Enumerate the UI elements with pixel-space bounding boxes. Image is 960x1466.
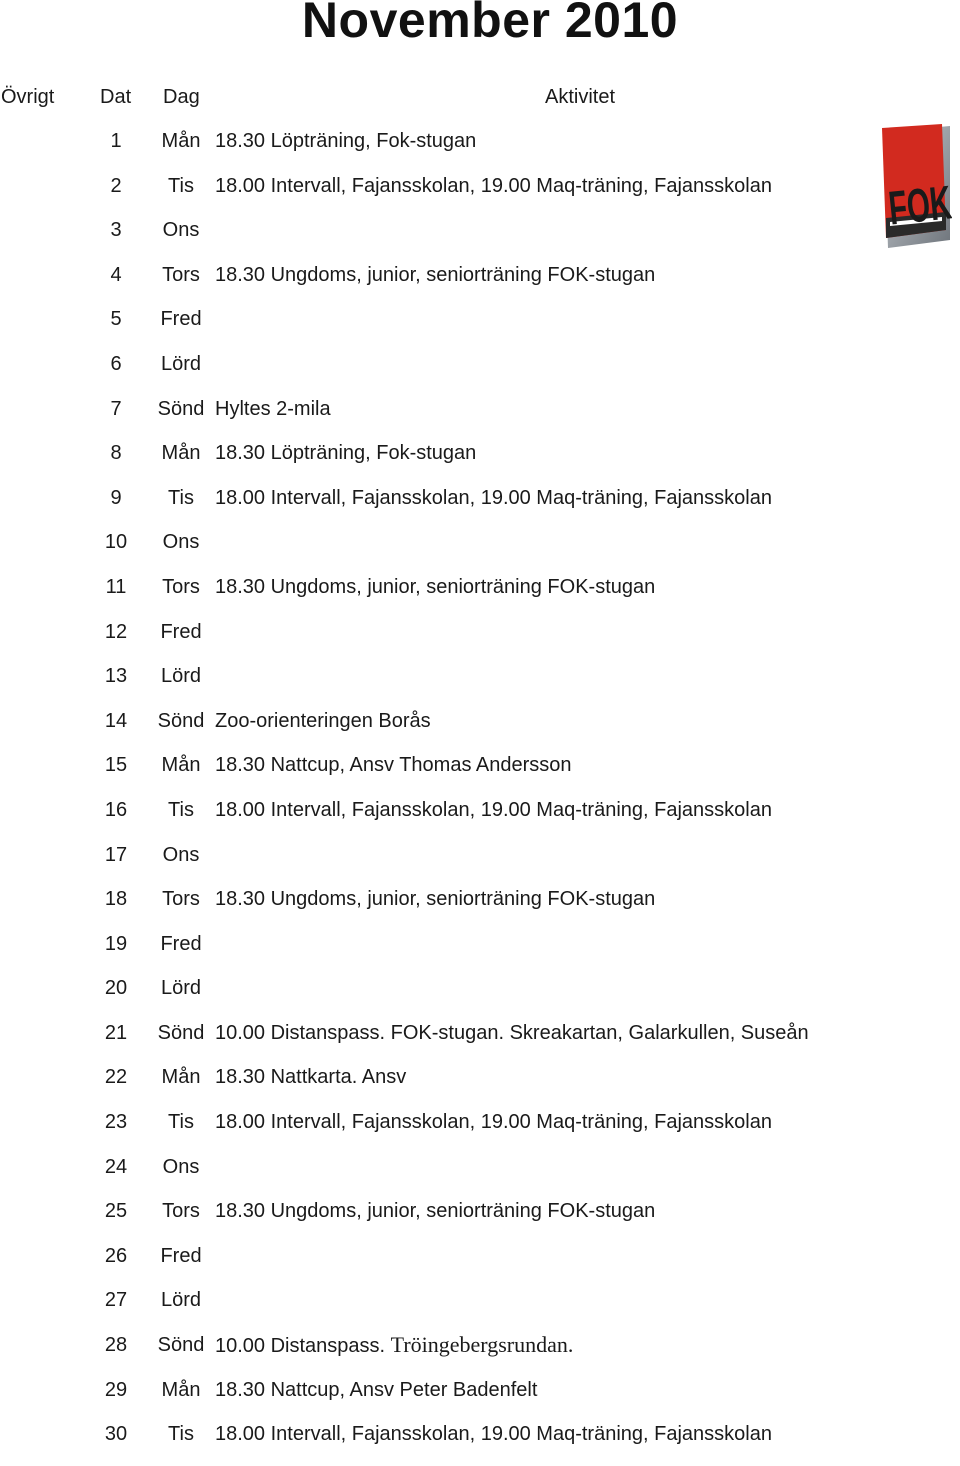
activity-text: 18.30 Ungdoms, junior, seniorträning FOK-stugan bbox=[215, 575, 656, 598]
activity-cell bbox=[215, 173, 772, 199]
weekday-cell: Mån bbox=[161, 442, 201, 465]
date-cell: 7 bbox=[110, 397, 122, 420]
table-row bbox=[0, 1109, 960, 1154]
activity-cell bbox=[215, 752, 572, 778]
table-row bbox=[0, 396, 960, 441]
date-cell: 16 bbox=[104, 798, 128, 821]
weekday-cell: Sönd bbox=[157, 1334, 205, 1357]
table-row bbox=[0, 529, 960, 574]
weekday-cell: Mån bbox=[161, 130, 201, 152]
weekday-cell: Fred bbox=[160, 1244, 202, 1267]
weekday-cell: Sönd bbox=[157, 397, 205, 420]
activity-text: 18.00 Intervall, Fajansskolan, 19.00 Maq-träning, Fajansskolan bbox=[215, 798, 772, 821]
date-cell: 23 bbox=[104, 1111, 128, 1134]
date-cell: 5 bbox=[110, 308, 122, 331]
table-row bbox=[0, 1332, 960, 1377]
weekday-cell: Tis bbox=[168, 174, 194, 197]
activity-cell bbox=[215, 262, 655, 288]
weekday-cell: Lörd bbox=[160, 977, 202, 1000]
activity-text: 18.30 Löpträning, Fok-stugan bbox=[215, 442, 477, 465]
activity-text: 18.30 Ungdoms, junior, seniorträning FOK-stugan bbox=[215, 888, 656, 911]
date-cell: 12 bbox=[104, 620, 128, 643]
weekday-cell: Tis bbox=[168, 1111, 194, 1134]
date-cell: 9 bbox=[110, 486, 122, 509]
date-cell: 1 bbox=[110, 130, 122, 152]
table-row bbox=[0, 842, 960, 887]
date-cell: 11 bbox=[105, 575, 127, 598]
table-row bbox=[0, 797, 960, 842]
table-row bbox=[0, 1243, 960, 1288]
date-cell: 13 bbox=[104, 665, 128, 688]
weekday-cell: Lörd bbox=[160, 665, 202, 688]
date-cell: 6 bbox=[110, 352, 122, 375]
activity-cell bbox=[215, 1109, 772, 1135]
column-header-ovrigt: Övrigt bbox=[1, 86, 55, 108]
activity-text: 18.30 Ungdoms, junior, seniorträning FOK-stugan bbox=[215, 1200, 656, 1223]
date-cell: 29 bbox=[104, 1378, 128, 1401]
activity-text: Hyltes 2-mila bbox=[215, 397, 331, 420]
activity-text: 18.00 Intervall, Fajansskolan, 19.00 Maq-träning, Fajansskolan bbox=[215, 1111, 772, 1134]
table-row bbox=[0, 1064, 960, 1109]
weekday-cell: Sönd bbox=[157, 1021, 205, 1044]
date-cell: 2 bbox=[110, 174, 122, 197]
date-cell: 19 bbox=[104, 932, 128, 955]
date-cell: 30 bbox=[104, 1423, 128, 1446]
activity-cell bbox=[215, 1198, 655, 1224]
activity-cell bbox=[215, 708, 431, 734]
activity-cell bbox=[215, 1020, 809, 1046]
activity-text: 18.00 Intervall, Fajansskolan, 19.00 Maq-träning, Fajansskolan bbox=[215, 486, 772, 509]
table-row bbox=[0, 752, 960, 797]
table-row bbox=[0, 306, 960, 351]
weekday-cell: Mån bbox=[161, 1066, 201, 1089]
fok-logo bbox=[880, 122, 952, 250]
activity-cell bbox=[215, 485, 772, 511]
activity-cell bbox=[215, 1332, 573, 1359]
table-row bbox=[0, 173, 960, 218]
date-cell: 24 bbox=[104, 1155, 128, 1178]
date-cell: 15 bbox=[104, 754, 128, 777]
activity-text: 18.30 Ungdoms, junior, seniorträning FOK-stugan bbox=[215, 263, 656, 286]
activity-cell bbox=[215, 797, 772, 823]
activity-cell bbox=[215, 1421, 772, 1447]
activity-text: 18.00 Intervall, Fajansskolan, 19.00 Maq-träning, Fajansskolan bbox=[215, 1423, 772, 1446]
activity-text: 18.30 Nattkarta. Ansv bbox=[215, 1066, 407, 1089]
table-row bbox=[0, 485, 960, 530]
weekday-cell: Ons bbox=[162, 843, 200, 866]
weekday-cell: Ons bbox=[162, 219, 200, 242]
fok-logo-text: FOK bbox=[886, 176, 952, 236]
date-cell: 27 bbox=[104, 1289, 128, 1312]
table-row bbox=[0, 262, 960, 307]
activity-cell bbox=[215, 396, 331, 422]
activity-text: 10.00 Distanspass. bbox=[215, 1335, 391, 1358]
column-header-dat: Dat bbox=[100, 86, 132, 108]
weekday-cell: Tis bbox=[168, 798, 194, 821]
activity-text: 18.30 Nattcup, Ansv Thomas Andersson bbox=[215, 754, 572, 777]
activity-cell bbox=[215, 440, 476, 466]
weekday-cell: Lörd bbox=[160, 352, 202, 375]
column-header-aktivitet: Aktivitet bbox=[545, 86, 616, 108]
weekday-cell: Ons bbox=[162, 1155, 200, 1178]
activity-cell bbox=[215, 574, 655, 600]
table-row bbox=[0, 1154, 960, 1199]
fok-logo-graphic bbox=[880, 122, 952, 250]
table-row bbox=[0, 1198, 960, 1243]
date-cell: 26 bbox=[104, 1244, 128, 1267]
date-cell: 25 bbox=[104, 1200, 128, 1223]
table-row bbox=[0, 931, 960, 976]
table-row bbox=[0, 886, 960, 931]
date-cell: 21 bbox=[104, 1021, 128, 1044]
date-cell: 20 bbox=[104, 977, 128, 1000]
weekday-cell: Tors bbox=[162, 263, 200, 286]
date-cell: 28 bbox=[104, 1334, 128, 1357]
table-row bbox=[0, 975, 960, 1020]
activity-text: 18.30 Löpträning, Fok-stugan bbox=[215, 130, 477, 152]
column-header-dag: Dag bbox=[163, 86, 200, 108]
date-cell: 17 bbox=[104, 843, 128, 866]
table-row bbox=[0, 619, 960, 664]
table-row bbox=[0, 574, 960, 619]
activity-cell bbox=[215, 886, 655, 912]
activity-text: Zoo-orienteringen Borås bbox=[215, 709, 431, 732]
date-cell: 14 bbox=[104, 709, 128, 732]
weekday-cell: Sönd bbox=[157, 709, 205, 732]
activity-cell bbox=[215, 1064, 406, 1090]
weekday-cell: Mån bbox=[161, 754, 201, 777]
weekday-cell: Fred bbox=[160, 932, 202, 955]
weekday-cell: Ons bbox=[162, 531, 200, 554]
activity-text: 10.00 Distanspass. FOK-stugan. Skreakartan, Galarkullen, Suseån bbox=[215, 1021, 809, 1044]
table-row bbox=[0, 1377, 960, 1422]
date-cell: 22 bbox=[104, 1066, 128, 1089]
schedule-table bbox=[0, 128, 960, 1466]
date-cell: 10 bbox=[104, 531, 128, 554]
table-row bbox=[0, 1287, 960, 1332]
weekday-cell: Tis bbox=[168, 1423, 194, 1446]
weekday-cell: Tors bbox=[162, 1200, 200, 1223]
table-row bbox=[0, 663, 960, 708]
table-row bbox=[0, 1421, 960, 1466]
weekday-cell: Tors bbox=[162, 575, 200, 598]
table-row bbox=[0, 708, 960, 753]
date-cell: 8 bbox=[110, 442, 122, 465]
date-cell: 4 bbox=[110, 263, 122, 286]
weekday-cell: Tors bbox=[162, 888, 200, 911]
page-title: November 2010 bbox=[301, 0, 679, 48]
weekday-cell: Fred bbox=[160, 620, 202, 643]
table-row bbox=[0, 1020, 960, 1065]
activity-text-serif: Tröingebergsrundan. bbox=[390, 1332, 574, 1358]
table-row bbox=[0, 128, 960, 173]
table-row bbox=[0, 217, 960, 262]
table-row bbox=[0, 440, 960, 485]
weekday-cell: Lörd bbox=[160, 1289, 202, 1312]
activity-cell bbox=[215, 1377, 537, 1403]
activity-cell bbox=[215, 128, 476, 154]
activity-text: 18.00 Intervall, Fajansskolan, 19.00 Maq-träning, Fajansskolan bbox=[215, 174, 772, 197]
date-cell: 3 bbox=[110, 219, 122, 242]
weekday-cell: Fred bbox=[160, 308, 202, 331]
date-cell: 18 bbox=[104, 888, 128, 911]
weekday-cell: Mån bbox=[161, 1378, 201, 1401]
activity-text: 18.30 Nattcup, Ansv Peter Badenfelt bbox=[215, 1378, 538, 1401]
weekday-cell: Tis bbox=[168, 486, 194, 509]
table-row bbox=[0, 351, 960, 396]
